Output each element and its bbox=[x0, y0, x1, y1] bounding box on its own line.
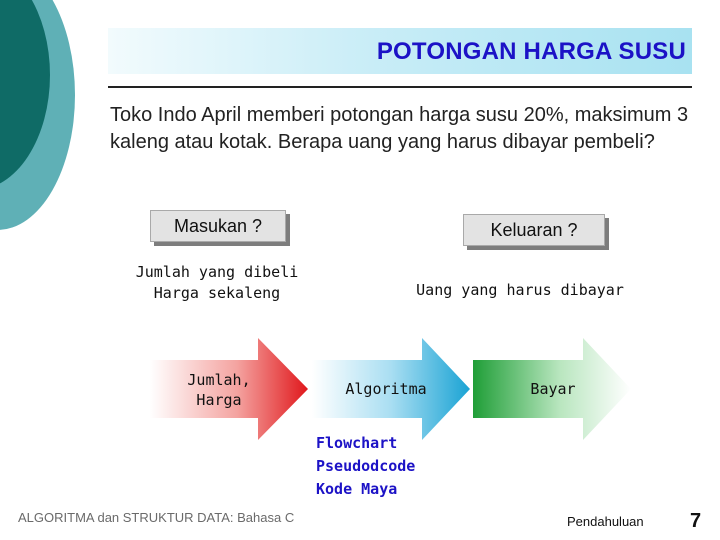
tool-item: Flowchart bbox=[316, 434, 398, 452]
tool-item: Kode Maya bbox=[316, 480, 398, 498]
title-divider bbox=[108, 86, 692, 88]
page-title: POTONGAN HARGA SUSU bbox=[376, 38, 686, 65]
arrow-algoritma-label: Algoritma bbox=[345, 380, 427, 398]
input-item-jumlah: Jumlah yang dibeli bbox=[135, 263, 299, 281]
output-text: Uang yang harus dibayar bbox=[416, 281, 624, 299]
footer-section: Pendahuluan bbox=[567, 514, 644, 529]
arrow-input-label: Jumlah, Harga bbox=[187, 371, 251, 409]
arrow-algoritma bbox=[312, 338, 470, 440]
output-chip: Keluaran ? bbox=[463, 214, 605, 246]
footer-course: ALGORITMA dan STRUKTUR DATA: Bahasa C bbox=[18, 510, 295, 525]
page-number: 7 bbox=[690, 510, 702, 532]
title-bar bbox=[108, 28, 692, 74]
tool-item: Pseudodcode bbox=[316, 457, 416, 475]
arrow-output-label: Bayar bbox=[530, 380, 576, 398]
input-list bbox=[112, 262, 322, 304]
input-chip: Masukan ? bbox=[150, 210, 286, 242]
tools-list bbox=[316, 432, 415, 501]
arrow-output bbox=[473, 338, 631, 440]
input-item-harga: Harga sekaleng bbox=[153, 284, 281, 302]
arrow-input bbox=[150, 338, 308, 440]
question-text: Toko Indo April memberi potongan harga susu 20%, maksimum 3 kaleng atau kotak. Berapa uang yang harus dibayar pembeli? bbox=[110, 104, 689, 153]
